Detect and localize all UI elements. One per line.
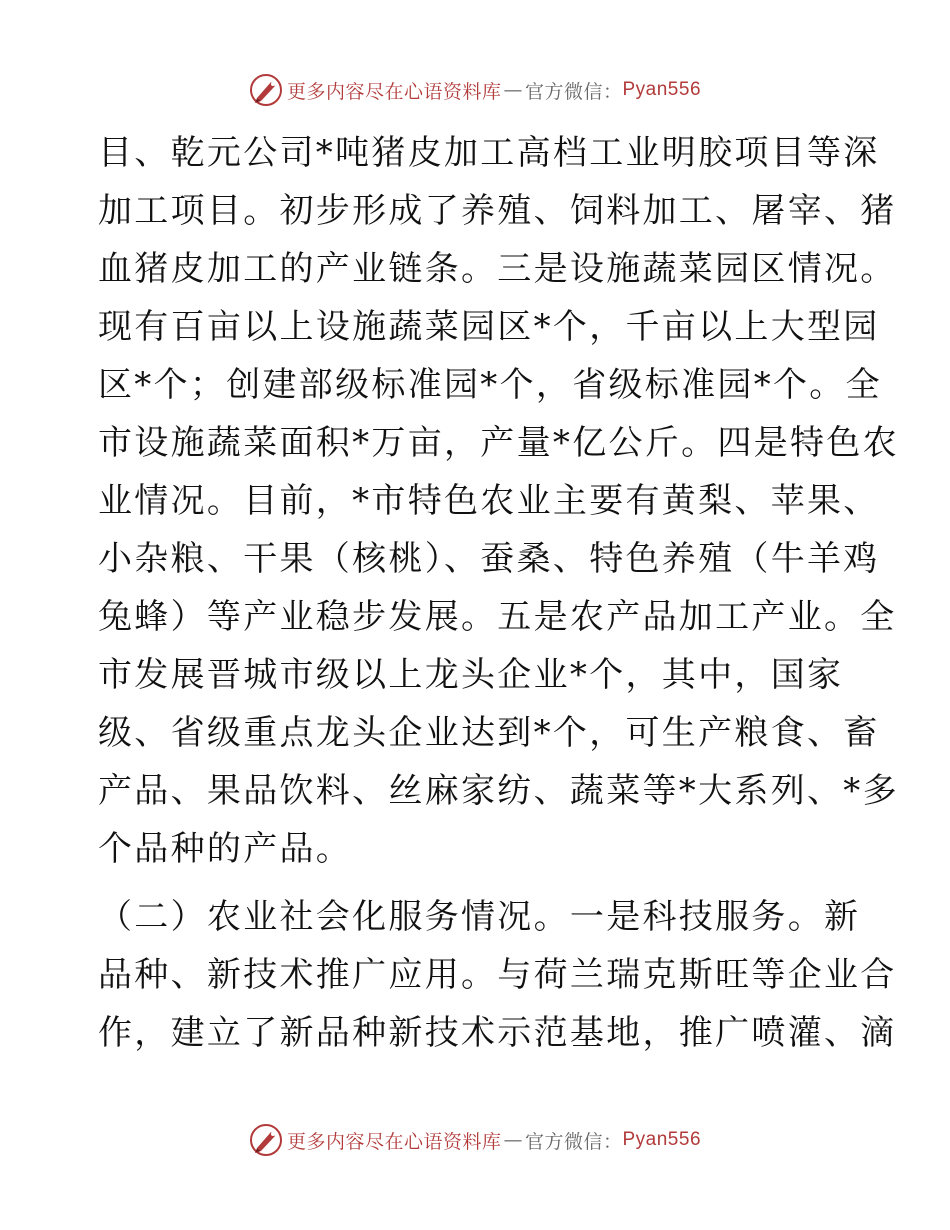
watermark-separator: — <box>503 1129 523 1151</box>
text-line: 市发展晋城市级以上龙头企业*个，其中，国家 <box>98 655 844 695</box>
watermark-separator: — <box>503 79 523 101</box>
text-line: 现有百亩以上设施蔬菜园区*个，千亩以上大型园 <box>98 307 880 347</box>
paragraph-1 <box>98 124 899 878</box>
text-line: 兔蜂）等产业稳步发展。五是农产品加工产业。全 <box>98 597 897 637</box>
text-line: 加工项目。初步形成了养殖、饲料加工、屠宰、猪 <box>98 191 897 231</box>
text-line: 品种、新技术推广应用。与荷兰瑞克斯旺等企业合 <box>98 955 897 995</box>
text-line: 产品、果品饮料、丝麻家纺、蔬菜等*大系列、*多 <box>98 771 899 811</box>
watermark-brand: 更多内容尽在心语资料库 <box>286 1130 502 1153</box>
text-line: 目、乾元公司*吨猪皮加工高档工业明胶项目等深 <box>98 133 880 173</box>
paragraph-gap <box>98 878 850 888</box>
watermark-contact-label: 官方微信： <box>524 1130 623 1153</box>
text-line: 级、省级重点龙头企业达到*个，可生产粮食、畜 <box>98 713 880 753</box>
header-watermark <box>0 70 950 110</box>
document-body <box>98 124 899 1062</box>
text-line: 业情况。目前，*市特色农业主要有黄梨、苹果、 <box>98 481 880 521</box>
text-line: 血猪皮加工的产业链条。三是设施蔬菜园区情况。 <box>98 249 897 289</box>
paragraph-2 <box>98 888 897 1062</box>
watermark-wechat-id: Pyan556 <box>622 79 702 100</box>
watermark-brand: 更多内容尽在心语资料库 <box>286 80 502 103</box>
text-line: 市设施蔬菜面积*万亩，产量*亿公斤。四是特色农 <box>98 423 899 463</box>
footer-watermark <box>0 1120 950 1160</box>
text-line: 个品种的产品。 <box>98 829 353 869</box>
text-line: 小杂粮、干果（核桃）、蚕桑、特色养殖（牛羊鸡 <box>98 539 880 579</box>
pen-logo-icon <box>249 1123 283 1157</box>
watermark-contact-label: 官方微信： <box>524 80 623 103</box>
text-line: 作，建立了新品种新技术示范基地，推广喷灌、滴 <box>98 1013 897 1053</box>
pen-logo-icon <box>249 73 283 107</box>
text-line: 区*个；创建部级标准园*个，省级标准园*个。全 <box>98 365 882 405</box>
watermark-wechat-id: Pyan556 <box>622 1129 702 1150</box>
text-line: （二）农业社会化服务情况。一是科技服务。新 <box>98 897 861 937</box>
